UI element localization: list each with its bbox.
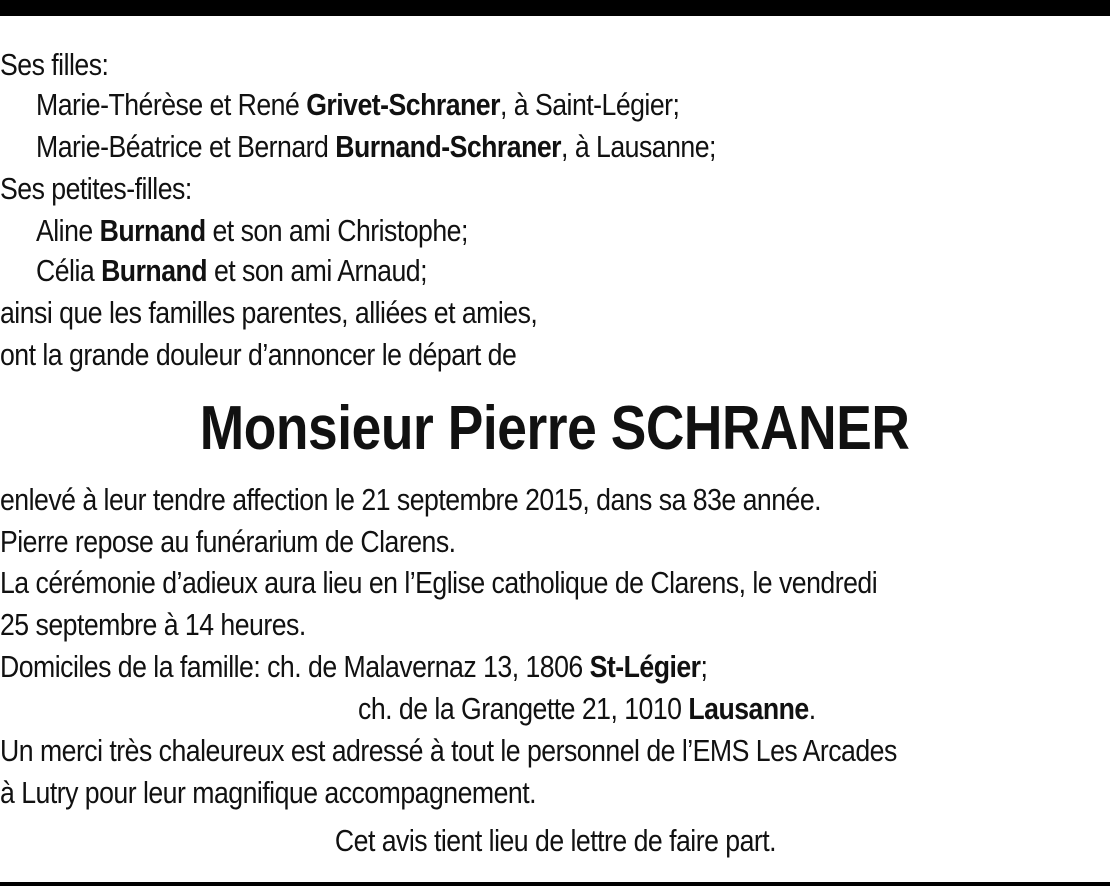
bottom-border-rule	[0, 882, 1110, 886]
granddaughters-label: Ses petites-filles:	[0, 171, 192, 206]
daughter-line-2: Marie-Béatrice et Bernard Burnand-Schraner, à Lausanne;	[36, 129, 716, 164]
family-name-grivet-schraner: Grivet-Schraner	[306, 87, 500, 122]
families-line: ainsi que les familles parentes, alliées et amies,	[0, 295, 538, 330]
family-name-burnand-1: Burnand	[99, 213, 206, 248]
announce-line: ont la grande douleur d’annoncer le départ de	[0, 337, 517, 372]
thanks-line-1: Un merci très chaleureux est adressé à tout le personnel de l’EMS Les Arcades	[0, 733, 897, 768]
thanks-line-2: à Lutry pour leur magnifique accompagnement.	[0, 775, 537, 810]
ceremony-line-1: La cérémonie d’adieux aura lieu en l’Eglise catholique de Clarens, le vendredi	[0, 565, 878, 600]
closing-line: Cet avis tient lieu de lettre de faire part.	[334, 823, 776, 858]
top-border-rule	[0, 0, 1110, 16]
family-name-burnand-schraner: Burnand-Schraner	[335, 129, 562, 164]
city-lausanne: Lausanne	[688, 691, 809, 726]
rest-line: Pierre repose au funérarium de Clarens.	[0, 524, 456, 559]
daughter-line-1: Marie-Thérèse et René Grivet-Schraner, à Saint-Légier;	[36, 87, 680, 122]
deceased-name-heading: Monsieur Pierre SCHRANER	[200, 394, 910, 463]
family-name-burnand-2: Burnand	[101, 253, 208, 288]
address-line-1: Domiciles de la famille: ch. de Malavernaz 13, 1806 St-Légier;	[0, 649, 708, 684]
daughters-label: Ses filles:	[0, 47, 109, 82]
granddaughter-line-1: Aline Burnand et son ami Christophe;	[36, 213, 468, 248]
taken-line: enlevé à leur tendre affection le 21 septembre 2015, dans sa 83e année.	[0, 482, 822, 517]
city-st-legier: St-Légier	[589, 649, 701, 684]
address-line-2: ch. de la Grangette 21, 1010 Lausanne.	[358, 691, 816, 726]
granddaughter-line-2: Célia Burnand et son ami Arnaud;	[36, 253, 427, 288]
ceremony-line-2: 25 septembre à 14 heures.	[0, 607, 306, 642]
